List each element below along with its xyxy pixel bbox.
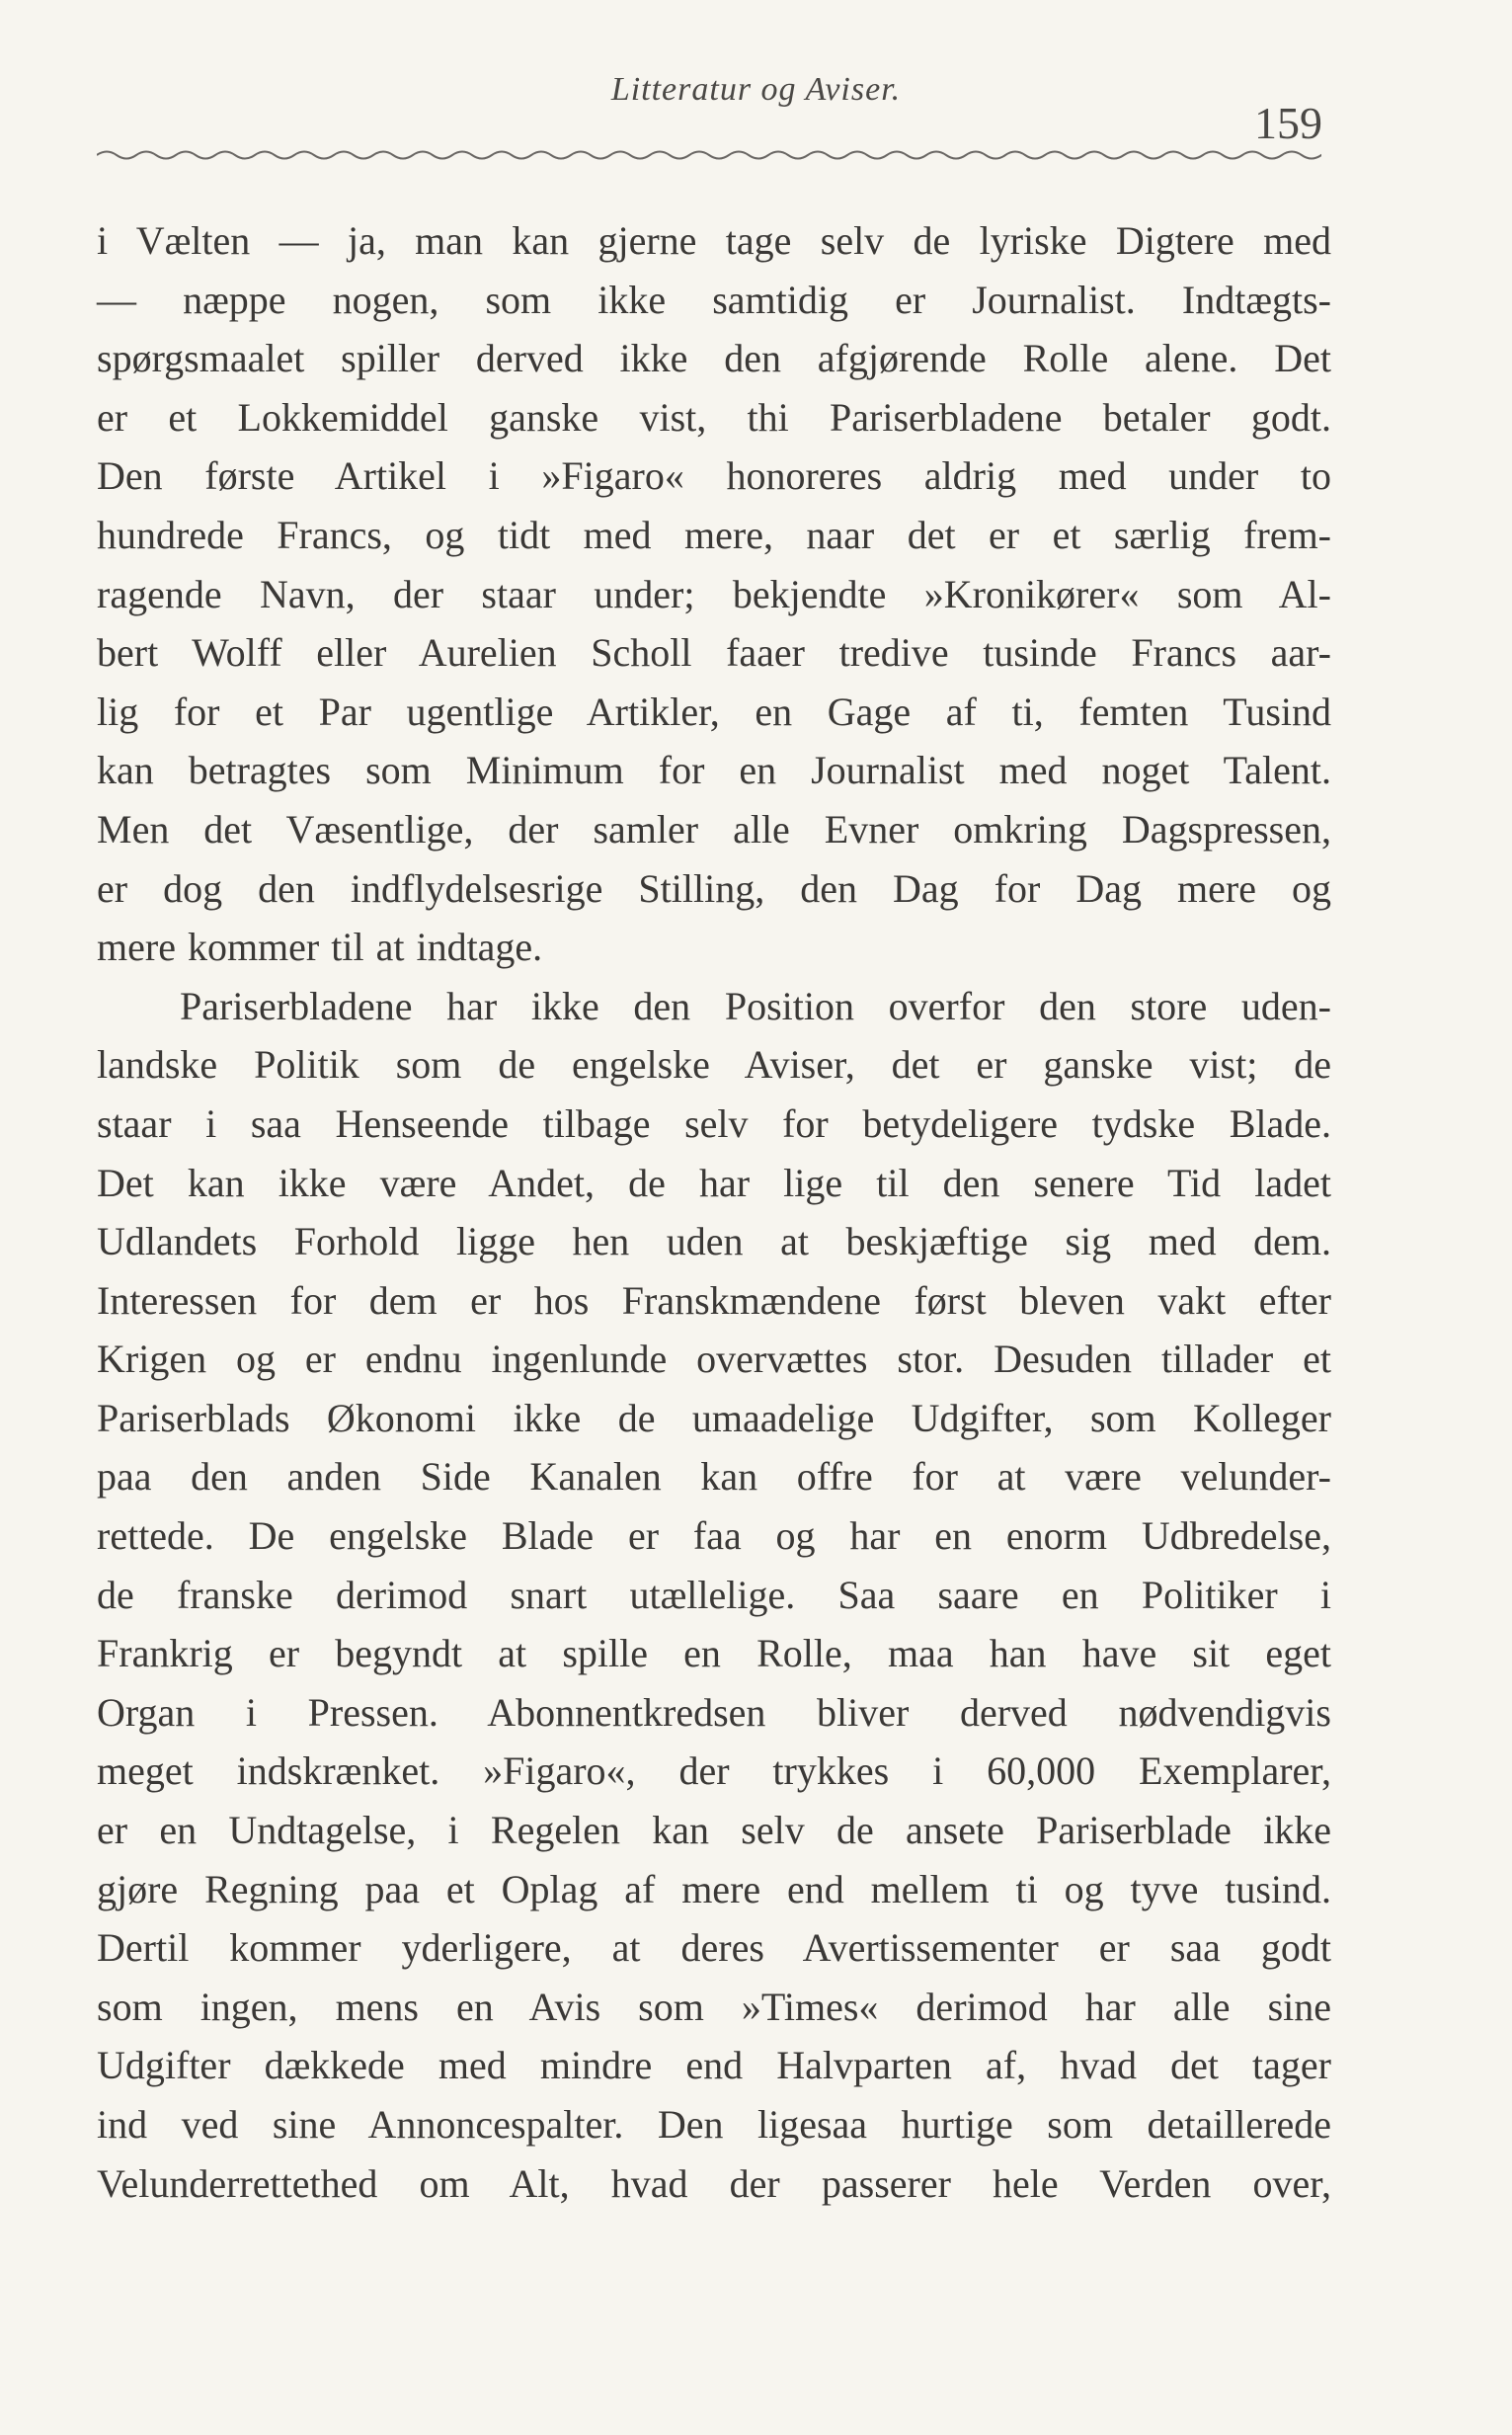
text-line: Udgifter dækkede med mindre end Halvparten af, hvad det tager xyxy=(97,2043,1331,2088)
text-line: mere kommer til at indtage. xyxy=(97,925,543,970)
text-line: spørgsmaalet spiller derved ikke den afgjørende Rolle alene. Det xyxy=(97,336,1331,381)
text-line: Udlandets Forhold ligge hen uden at beskjæftige sig med dem. xyxy=(97,1219,1331,1264)
page-header xyxy=(0,0,1512,168)
text-line: gjøre Regning paa et Oplag af mere end mellem ti og tyve tusind. xyxy=(97,1866,1331,1911)
ornamental-rule xyxy=(97,146,1321,164)
text-line: Frankrig er begyndt at spille en Rolle, maa han have sit eget xyxy=(97,1631,1331,1676)
text-line: kan betragtes som Minimum for en Journalist med noget Talent. xyxy=(97,748,1331,793)
running-title: Litteratur og Aviser. xyxy=(610,71,902,108)
text-line: Det kan ikke være Andet, de har lige til den senere Tid ladet xyxy=(97,1160,1331,1205)
page-number: 159 xyxy=(1254,98,1322,148)
paragraph-2 xyxy=(97,977,1331,2213)
text-line: ragende Navn, der staar under; bekjendte »Kronikører« som Al- xyxy=(97,571,1331,616)
wavy-rule-line xyxy=(97,152,1321,159)
text-line: — næppe nogen, som ikke samtidig er Journalist. Indtægts- xyxy=(97,277,1331,322)
text-line: Krigen og er endnu ingenlunde overvættes stor. Desuden tillader et xyxy=(97,1337,1331,1382)
text-line: lig for et Par ugentlige Artikler, en Gage af ti, femten Tusind xyxy=(97,689,1331,734)
text-line: Dertil kommer yderligere, at deres Avertissementer er saa godt xyxy=(97,1925,1331,1971)
text-line: bert Wolff eller Aurelien Scholl faaer tredive tusinde Francs aar- xyxy=(97,630,1331,676)
text-line: de franske derimod snart utællelige. Saa saare en Politiker i xyxy=(97,1572,1331,1617)
text-line: er dog den indflydelsesrige Stilling, den Dag for Dag mere og xyxy=(97,865,1331,911)
text-line: paa den anden Side Kanalen kan offre for at være velunder- xyxy=(97,1454,1331,1500)
text-line: er en Undtagelse, i Regelen kan selv de ansete Pariserblade ikke xyxy=(97,1808,1331,1853)
text-line: Den første Artikel i »Figaro« honoreres aldrig med under to xyxy=(97,453,1331,499)
paragraph-1 xyxy=(97,211,1331,977)
text-line: ind ved sine Annoncespalter. Den ligesaa hurtige som detaillerede xyxy=(97,2102,1331,2147)
text-line: staar i saa Henseende tilbage selv for betydeligere tydske Blade. xyxy=(97,1100,1331,1146)
text-line: landske Politik som de engelske Aviser, det er ganske vist; de xyxy=(97,1042,1331,1088)
text-line: som ingen, mens en Avis som »Times« derimod har alle sine xyxy=(97,1984,1331,2029)
text-line: Velunderrettethed om Alt, hvad der passerer hele Verden over, xyxy=(97,2160,1331,2206)
text-line: meget indskrænket. »Figaro«, der trykkes i 60,000 Exemplarer, xyxy=(97,1748,1331,1794)
text-line: Interessen for dem er hos Franskmændene først bleven vakt efter xyxy=(97,1277,1331,1323)
text-line: Pariserbladene har ikke den Position overfor den store uden- xyxy=(180,983,1331,1028)
text-line: rettede. De engelske Blade er faa og har en enorm Udbredelse, xyxy=(97,1513,1331,1559)
text-line: Men det Væsentlige, der samler alle Evner omkring Dagspressen, xyxy=(97,806,1331,852)
text-line: er et Lokkemiddel ganske vist, thi Pariserbladene betaler godt. xyxy=(97,394,1331,440)
body-text xyxy=(97,211,1331,2213)
text-line: Pariserblads Økonomi ikke de umaadelige Udgifter, som Kolleger xyxy=(97,1395,1331,1440)
text-line: hundrede Francs, og tidt med mere, naar det er et særlig frem- xyxy=(97,512,1331,557)
text-line: Organ i Pressen. Abonnentkredsen bliver derved nødvendigvis xyxy=(97,1689,1331,1735)
text-line: i Vælten — ja, man kan gjerne tage selv de lyriske Digtere med xyxy=(97,218,1331,263)
